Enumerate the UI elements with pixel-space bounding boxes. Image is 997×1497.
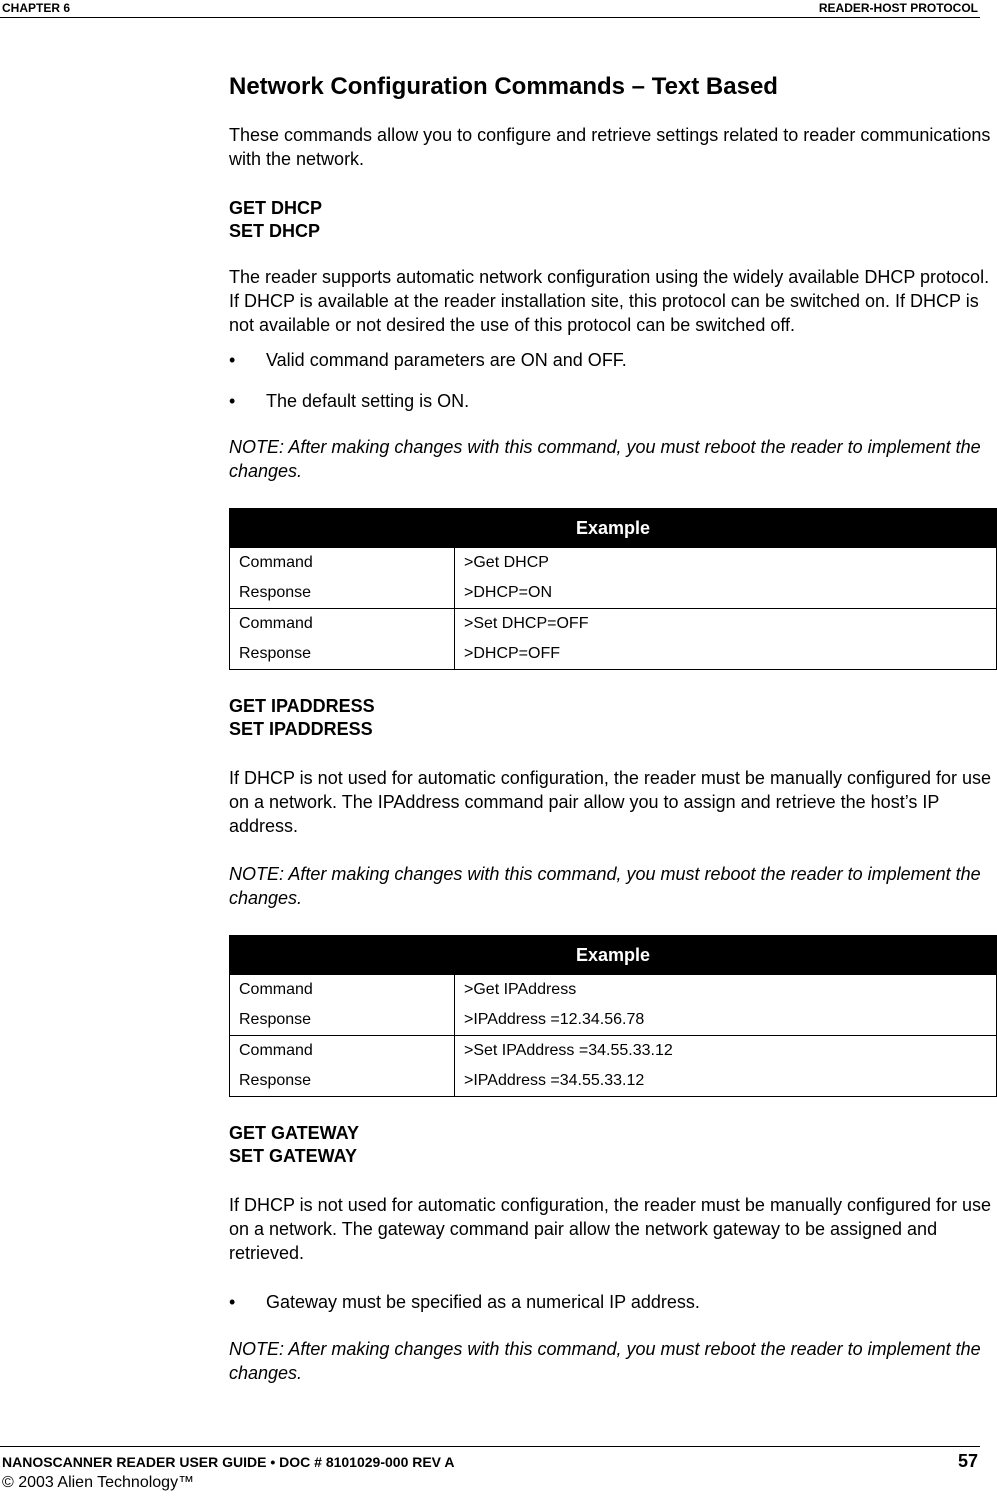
gateway-description: If DHCP is not used for automatic configuration, the reader must be manually configured for use on a network. The gateway command pair allow the network gateway to be assigned and retrieved. [229,1195,992,1263]
list-item: • The default setting is ON. [229,391,470,411]
bullet-icon: • [229,350,236,370]
list-item: • Valid command parameters are ON and OFF. [229,350,627,370]
intro-paragraph: These commands allow you to configure and retrieve settings related to reader communications with the network. [229,125,991,169]
ipaddress-description: If DHCP is not used for automatic configuration, the reader must be manually configured for use on a network. The IPAddress command pair allow you to assign and retrieve the host’s IP address. [229,768,992,836]
set-dhcp-heading: SET DHCP [229,221,321,241]
gateway-note: NOTE: After making changes with this command, you must reboot the reader to implement the changes. [229,1339,981,1383]
guide-reference: NANOSCANNER READER USER GUIDE • DOC # 8101029-000 REV A [2,1454,455,1470]
bullet-icon: • [229,391,236,411]
table-row: Command Response >Get DHCP >DHCP=ON [230,548,997,609]
set-gateway-heading: SET GATEWAY [229,1146,358,1166]
dhcp-example-table [229,508,997,670]
table-heading: Example [230,509,997,548]
get-gateway-heading: GET GATEWAY [229,1123,360,1143]
list-item: • Gateway must be specified as a numerical IP address. [229,1292,700,1312]
set-ipaddress-heading: SET IPADDRESS [229,719,373,739]
copyright: © 2003 Alien Technology™ [2,1474,195,1491]
page-number: 57 [957,1451,978,1471]
bullet-icon: • [229,1292,236,1312]
get-ipaddress-heading: GET IPADDRESS [229,696,375,716]
dhcp-note: NOTE: After making changes with this command, you must reboot the reader to implement the changes. [229,437,981,481]
table-row: Command Response >Get IPAddress >IPAddress =12.34.56.78 [230,975,997,1036]
main-content [229,70,997,1385]
page-footer [0,1446,980,1491]
gateway-bullets [229,1290,997,1314]
section-label: READER-HOST PROTOCOL [818,1,978,15]
table-row: Command Response >Set IPAddress =34.55.33.12 >IPAddress =34.55.33.12 [230,1036,997,1097]
page-header [0,0,980,18]
ipaddress-note: NOTE: After making changes with this command, you must reboot the reader to implement the changes. [229,864,981,908]
dhcp-bullets [229,348,997,413]
table-heading: Example [230,936,997,975]
page-title: Network Configuration Commands – Text Based [229,73,778,100]
table-row: Command Response >Set DHCP=OFF >DHCP=OFF [230,609,997,670]
get-dhcp-heading: GET DHCP [229,198,323,218]
chapter-label: CHAPTER 6 [2,1,71,15]
dhcp-description: The reader supports automatic network configuration using the widely available DHCP protocol. If DHCP is available at the reader installation site, this protocol can be switched on. If DHCP is not available or not desired the use of this protocol can be switched off. [229,267,990,335]
ipaddress-example-table [229,935,997,1097]
